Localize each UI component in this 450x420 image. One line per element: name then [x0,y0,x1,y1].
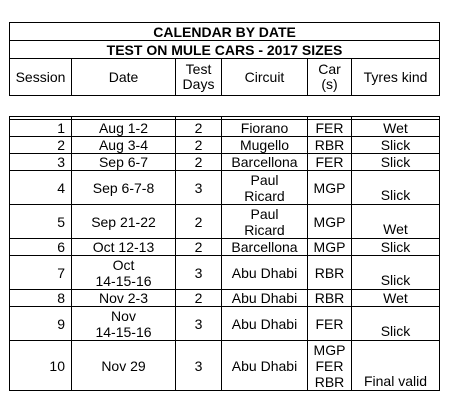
table-row [10,341,440,391]
date-cell [72,154,176,171]
session-cell: 4 [10,171,72,205]
car-cell-line: RBR [314,137,345,153]
test-days-cell: 3 [176,341,222,391]
tyres-cell: Slick [352,239,440,256]
car-cell-line: MGP [313,341,346,358]
session-cell: 3 [10,154,72,171]
table-row [10,120,440,137]
circuit-cell-line: Barcellona [231,239,298,255]
table-row [10,239,440,256]
car-cell-line: RBR [314,373,345,390]
date-cell-line: Sep 21-22 [91,213,156,230]
circuit-cell [222,341,308,391]
column-header-car [308,59,352,96]
tyres-cell: Wet [352,120,440,137]
column-header-test-days-line: Test [185,61,212,77]
circuit-cell-line: Barcellona [231,154,298,170]
date-cell [72,341,176,391]
session-cell: 9 [10,307,72,341]
date-cell [72,171,176,205]
date-cell [72,239,176,256]
table-title: CALENDAR BY DATE [10,23,440,41]
circuit-cell-line: Abu Dhabi [231,290,298,306]
circuit-cell [222,239,308,256]
date-cell-line: Nov 2-3 [98,290,149,306]
column-header-car-line: Car [318,61,341,77]
table-row [10,205,440,239]
test-days-cell: 3 [176,171,222,205]
tyres-cell: Final valid [352,341,440,391]
test-days-cell: 2 [176,120,222,137]
table-row [10,137,440,154]
test-days-cell: 2 [176,137,222,154]
session-cell: 7 [10,256,72,290]
date-cell-line: Oct 12-13 [92,239,155,255]
date-cell-line: Nov 29 [101,357,146,374]
circuit-cell [222,154,308,171]
car-cell [308,154,352,171]
table-row [10,290,440,307]
session-cell: 10 [10,341,72,391]
date-cell [72,137,176,154]
car-cell [308,256,352,290]
test-days-cell: 2 [176,239,222,256]
circuit-cell-line: Mugello [239,137,290,153]
column-header-test-days [176,59,222,96]
tyres-cell: Slick [352,137,440,154]
column-header-date: Date [72,59,176,96]
circuit-cell-line: Abu Dhabi [231,315,298,332]
car-cell [308,171,352,205]
circuit-cell [222,120,308,137]
session-cell: 5 [10,205,72,239]
table-row [10,307,440,341]
date-cell [72,307,176,341]
date-cell [72,290,176,307]
calendar-header-table [9,22,440,96]
circuit-cell-line: Abu Dhabi [231,264,298,281]
circuit-cell [222,290,308,307]
date-cell-line: Sep 6-7 [98,154,149,170]
table-row [10,171,440,205]
car-cell [308,239,352,256]
session-cell: 2 [10,137,72,154]
date-cell [72,256,176,290]
circuit-cell [222,256,308,290]
circuit-cell-line: Paul [250,171,279,188]
column-header-session: Session [10,59,72,96]
table-row [10,256,440,290]
table-row [10,154,440,171]
car-cell-line: FER [315,154,344,170]
tyres-cell: Wet [352,205,440,239]
session-cell: 6 [10,239,72,256]
test-days-cell: 3 [176,256,222,290]
car-cell-line: FER [315,357,344,374]
circuit-cell [222,137,308,154]
test-days-cell: 3 [176,307,222,341]
circuit-cell [222,205,308,239]
tyres-cell: Slick [352,171,440,205]
column-header-tyres: Tyres kind [352,59,440,96]
car-cell [308,120,352,137]
test-days-cell: 2 [176,154,222,171]
date-cell-line: Sep 6-7-8 [92,179,155,196]
car-cell [308,307,352,341]
test-days-cell: 2 [176,290,222,307]
car-cell-line: MGP [313,213,346,230]
car-cell-line: FER [315,315,344,332]
test-days-cell: 2 [176,205,222,239]
date-cell-line: 14-15-16 [95,323,152,340]
date-cell [72,120,176,137]
circuit-cell-line: Fiorano [240,120,289,136]
car-cell [308,205,352,239]
tyres-cell: Slick [352,256,440,290]
date-cell [72,205,176,239]
table-subtitle: TEST ON MULE CARS - 2017 SIZES [10,41,440,59]
column-header-car-line: (s) [321,76,338,92]
circuit-cell-line: Ricard [244,187,285,204]
circuit-cell-line: Ricard [244,221,285,238]
circuit-cell [222,307,308,341]
column-header-circuit: Circuit [222,59,308,96]
car-cell-line: MGP [313,179,346,196]
car-cell [308,341,352,391]
circuit-cell [222,171,308,205]
car-cell [308,290,352,307]
date-cell-line: Aug 1-2 [98,120,149,136]
car-cell-line: FER [315,120,344,136]
car-cell-line: RBR [314,264,345,281]
tyres-cell: Slick [352,154,440,171]
column-header-test-days-line: Days [182,76,215,92]
calendar-body-table [9,116,440,391]
date-cell-line: Nov [111,307,136,324]
car-cell-line: MGP [313,239,346,255]
tyres-cell: Slick [352,307,440,341]
date-cell-line: 14-15-16 [95,272,152,289]
circuit-cell-line: Abu Dhabi [231,357,298,374]
tyres-cell: Wet [352,290,440,307]
session-cell: 8 [10,290,72,307]
date-cell-line: Oct [112,256,135,273]
date-cell-line: Aug 3-4 [98,137,149,153]
car-cell-line: RBR [314,290,345,306]
car-cell [308,137,352,154]
circuit-cell-line: Paul [250,205,279,222]
session-cell: 1 [10,120,72,137]
